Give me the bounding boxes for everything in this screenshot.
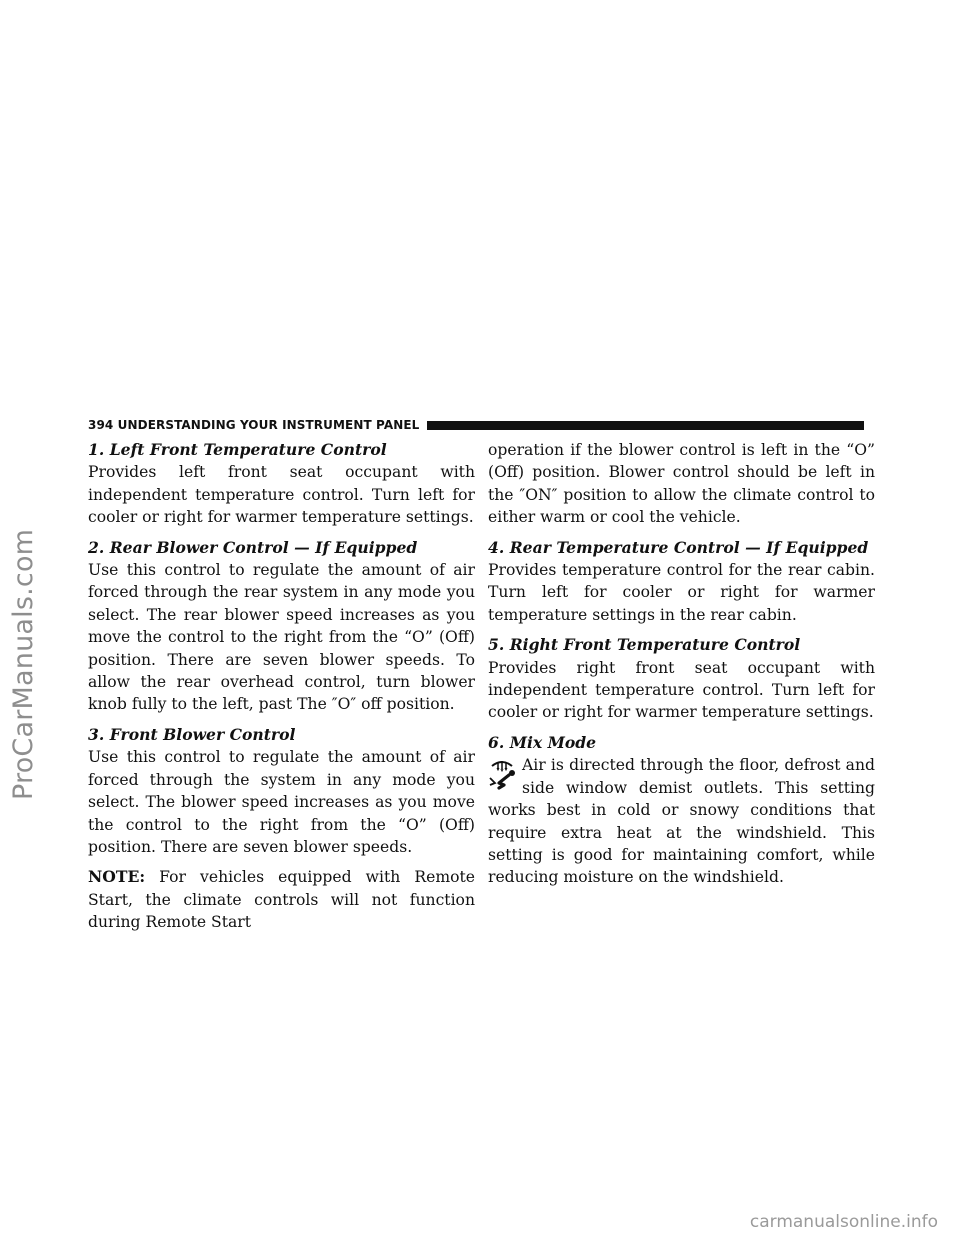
side-watermark: ProCarManuals.com (8, 528, 39, 800)
page-number-and-section (88, 418, 419, 432)
section-6-body: Air is directed through the floor, defrost and side window demist outlets. This setting works best in cold or snowy conditions that require extra heat at the windshield. This setting is good for maintaining comfort, while reducing moisture on the windshield. (488, 756, 875, 887)
section-5-title: 5. Right Front Temperature Control (488, 635, 801, 655)
section-5-body: Provides right front seat occupant with independent temperature control. Turn left for cooler or right for warmer temperature settings. (488, 658, 875, 722)
mix-mode-icon (488, 757, 516, 791)
left-column (88, 439, 475, 942)
note-paragraph (88, 866, 475, 933)
page-header (88, 417, 864, 433)
right-column (488, 439, 875, 897)
section-2-body: Use this control to regulate the amount of air forced through the rear system in any mode you select. The rear blower speed increases as you move the control to the right from the “O” (Off) position. There are seven blower speeds. To allow the rear overhead control, turn blower knob fully to the left, past The ″O″ off position. (88, 561, 475, 714)
section-6-title: 6. Mix Mode (488, 732, 597, 752)
section-3-body: Use this control to regulate the amount of air forced through the system in any mode you select. The blower speed increases as you move the control to the right from the “O” (Off) position. There are seven blower speeds. (88, 748, 475, 856)
section-1-body: Provides left front seat occupant with independent temperature control. Turn left for cooler or right for warmer temperature settings. (88, 463, 475, 527)
header-rule-bar (427, 421, 864, 430)
page-number: 394 (88, 418, 114, 432)
section-2-title: 2. Rear Blower Control — If Equipped (88, 537, 418, 557)
section-1-title: 1. Left Front Temperature Control (88, 440, 387, 459)
note-body: For vehicles equipped with Remote Start, the climate controls will not function during Remote Start (88, 868, 475, 932)
section-4-body: Provides temperature control for the rear cabin. Turn left for cooler or right for warmer temperature settings in the rear cabin. (488, 561, 875, 624)
mix-mode-block (488, 754, 875, 888)
section-3-title: 3. Front Blower Control (88, 724, 296, 744)
note-label: NOTE: (88, 867, 146, 887)
section-4-title: 4. Rear Temperature Control — If Equipped (488, 537, 869, 557)
section-title: UNDERSTANDING YOUR INSTRUMENT PANEL (117, 418, 420, 432)
note-continued: operation if the blower control is left in the “O” (Off) position. Blower control should be left in the ″ON″ position to allow the climate control to either warm or cool the vehicle. (488, 441, 875, 527)
bottom-watermark: carmanualsonline.info (749, 1212, 938, 1232)
